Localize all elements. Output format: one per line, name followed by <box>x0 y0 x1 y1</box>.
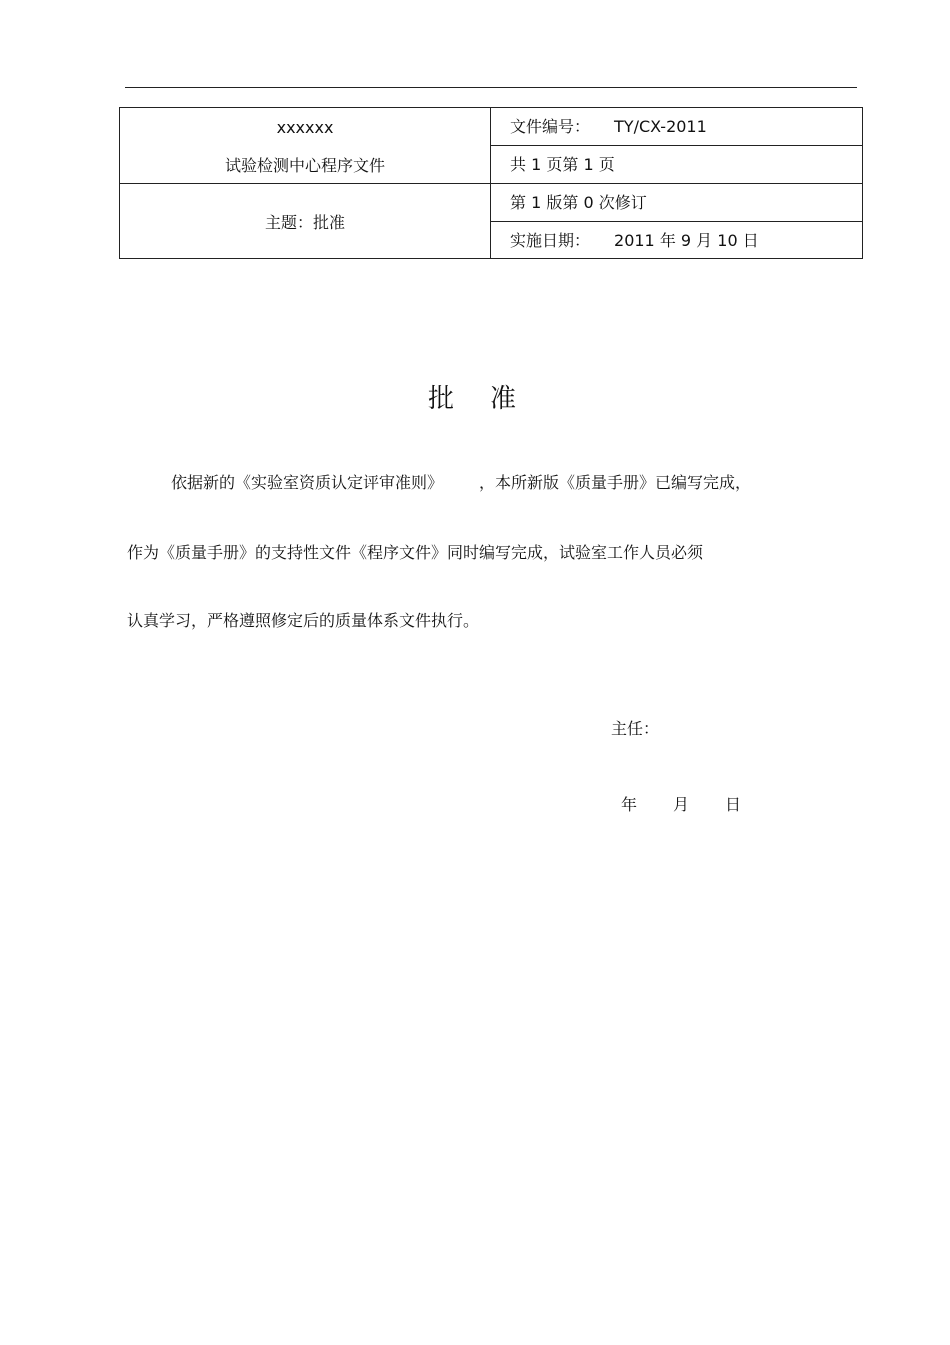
doc-type: 试验检测中心程序文件 <box>224 156 385 175</box>
effective-date-cell <box>491 222 862 259</box>
header-org-cell <box>120 108 491 184</box>
director-label: 主任： <box>611 719 660 738</box>
date-day: 日 <box>725 795 742 814</box>
doc-number-cell <box>491 108 862 146</box>
revision: 第 1 版第 0 次修订 <box>510 193 647 212</box>
doc-number-label: 文件编号： <box>510 117 591 136</box>
page-count-cell <box>491 146 862 184</box>
header-subject-cell <box>120 184 491 259</box>
page-count: 共 1 页第 1 页 <box>510 155 615 174</box>
date-month: 月 <box>673 795 690 814</box>
signature-date <box>621 792 741 815</box>
document-header-table <box>119 107 863 259</box>
effective-date-value: 2011 年 9 月 10 日 <box>614 231 759 250</box>
body-line-1b: ，本所新版《质量手册》已编写完成， <box>479 473 752 492</box>
body-line-3: 认真学习，严格遵照修定后的质量体系文件执行。 <box>127 611 480 630</box>
doc-number-value: TY/CX-2011 <box>614 117 707 136</box>
org-name: xxxxxx <box>276 118 334 137</box>
body-line-1a: 依据新的《实验室资质认定评审准则》 <box>171 473 444 492</box>
body-line-1 <box>171 470 751 493</box>
page-title: 批准 <box>427 384 552 414</box>
subject: 主题：批准 <box>264 213 345 232</box>
body-line-2: 作为《质量手册》的支持性文件《程序文件》同时编写完成，试验室工作人员必须 <box>127 543 704 562</box>
header-rule <box>125 87 857 88</box>
revision-cell <box>491 184 862 222</box>
effective-date-label: 实施日期： <box>510 231 591 250</box>
date-year: 年 <box>621 795 638 814</box>
